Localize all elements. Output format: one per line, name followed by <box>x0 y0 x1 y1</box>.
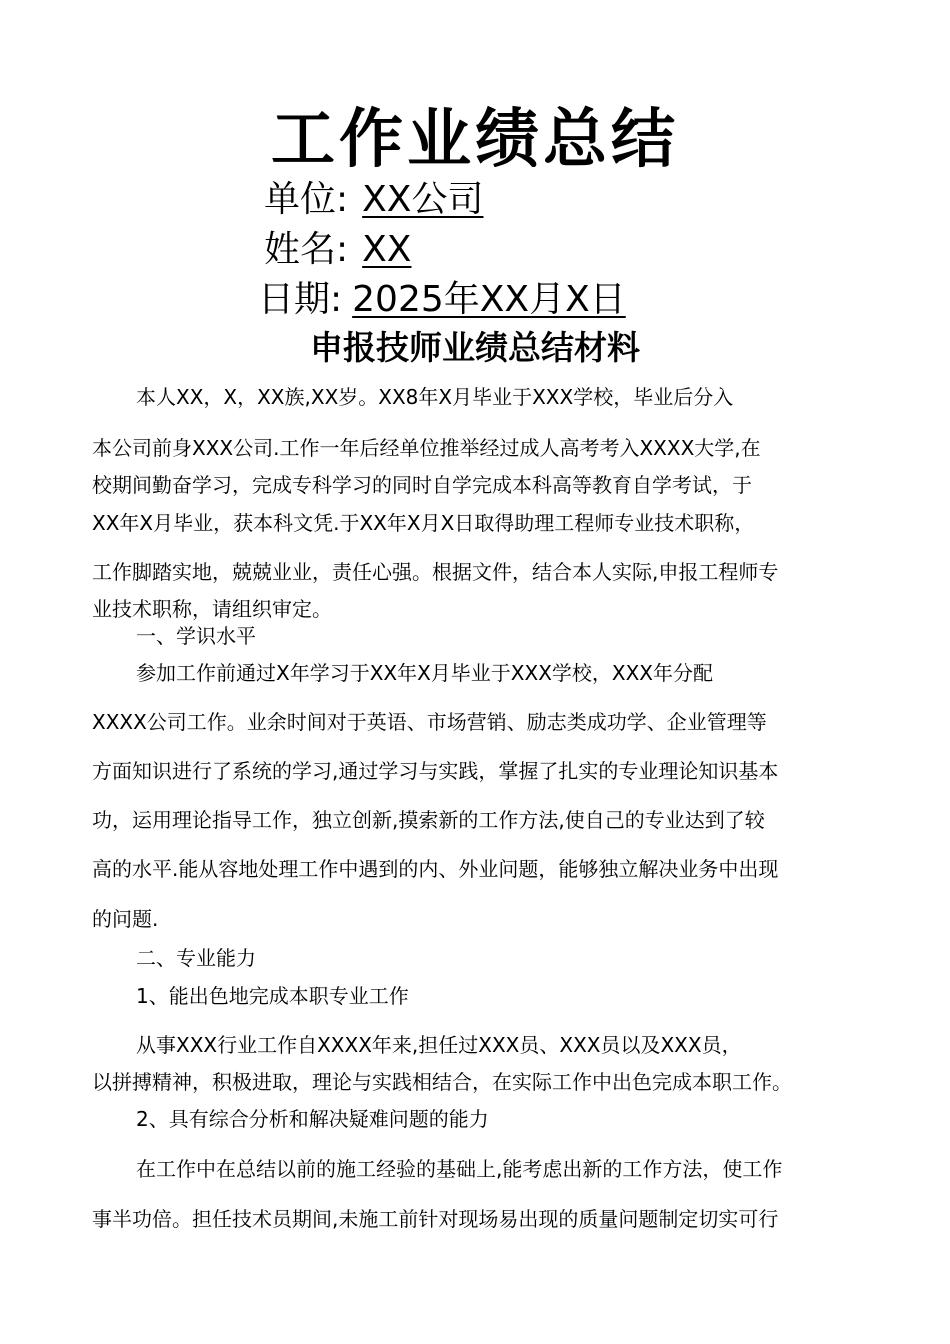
body-line: 从事XXX行业工作自XXXX年来,担任过XXX员、XXX员以及XXX员， <box>136 1033 742 1057</box>
date-line <box>258 278 626 322</box>
body-line: 方面知识进行了系统的学习,通过学习与实践，掌握了扎实的专业理论知识基本 <box>92 759 779 783</box>
body-line: 工作脚踏实地，兢兢业业，责任心强。根据文件，结合本人实际,申报工程师专 <box>92 560 779 584</box>
subsection-heading: 2、具有综合分析和解决疑难问题的能力 <box>136 1107 489 1131</box>
body-line: 参加工作前通过X年学习于XX年X月毕业于XXX学校，XXX年分配 <box>136 661 714 685</box>
body-line: XXXX公司工作。业余时间对于英语、市场营销、励志类成功学、企业管理等 <box>92 710 767 734</box>
date-label: 日期: <box>258 279 343 320</box>
body-line: 以拼搏精神，积极进取，理论与实践相结合，在实际工作中出色完成本职工作。 <box>92 1070 792 1094</box>
name-label: 姓名: <box>264 229 349 270</box>
section-heading: 二、专业能力 <box>136 946 256 970</box>
body-line: 在工作中在总结以前的施工经验的基础上,能考虑出新的工作方法，使工作 <box>136 1157 783 1181</box>
subsection-heading: 1、能出色地完成本职专业工作 <box>136 984 409 1008</box>
name-line <box>264 228 411 272</box>
unit-label: 单位: <box>264 179 349 220</box>
body-line: 业技术职称，请组织审定。 <box>92 597 332 621</box>
unit-line <box>264 178 483 222</box>
name-value: XX <box>362 229 412 270</box>
unit-value: XX公司 <box>362 179 484 220</box>
document-subtitle: 申报技师业绩总结材料 <box>310 328 640 367</box>
body-line: 事半功倍。担任技术员期间,未施工前针对现场易出现的质量问题制定切实可行 <box>92 1207 779 1231</box>
body-line: 功，运用理论指导工作，独立创新,摸索新的工作方法,使自己的专业达到了较 <box>92 808 765 832</box>
body-line: 高的水平.能从容地处理工作中遇到的内、外业问题，能够独立解决业务中出现 <box>92 857 779 881</box>
body-line: 的问题. <box>92 907 159 931</box>
section-heading: 一、学识水平 <box>136 624 256 648</box>
body-line: 本公司前身XXX公司.工作一年后经单位推举经过成人高考考入XXXX大学,在 <box>92 436 761 460</box>
body-line: 本人XX，X，XX族,XX岁。XX8年X月毕业于XXX学校，毕业后分入 <box>136 385 734 409</box>
body-line: 校期间勤奋学习，完成专科学习的同时自学完成本科高等教育自学考试，于 <box>92 473 752 497</box>
body-line: XX年X月毕业，获本科文凭.于XX年X月X日取得助理工程师专业技术职称， <box>92 511 755 535</box>
document-title: 工作业绩总结 <box>271 103 679 177</box>
date-value: 2025年XX月X日 <box>352 279 626 320</box>
